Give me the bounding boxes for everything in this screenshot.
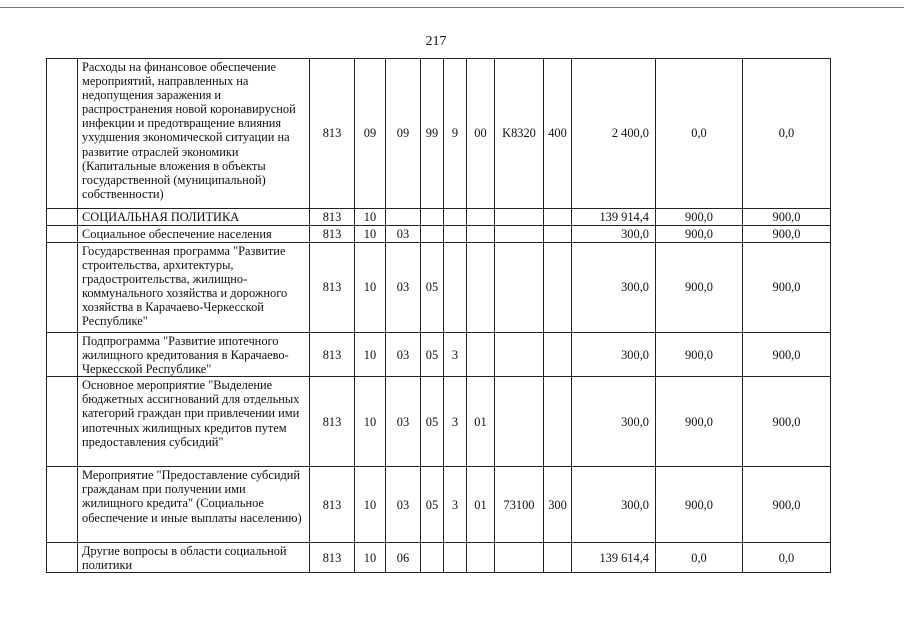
- event-code: 01: [467, 467, 495, 543]
- budget-table: [46, 58, 831, 573]
- amount-year-3: 900,0: [743, 226, 831, 243]
- subprogram-code: [444, 243, 467, 333]
- ministry-code: 813: [310, 243, 355, 333]
- direction-code: [495, 333, 544, 377]
- event-code: 00: [467, 59, 495, 209]
- row-name: Подпрограмма "Развитие ипотечного жилищного кредитования в Карачаево-Черкесской Республике": [78, 333, 310, 377]
- expense-type-code: 300: [544, 467, 572, 543]
- table-row: [47, 333, 831, 377]
- amount-year-2: 0,0: [656, 59, 743, 209]
- expense-type-code: [544, 543, 572, 573]
- amount-year-1: 300,0: [572, 467, 656, 543]
- amount-year-3: 0,0: [743, 59, 831, 209]
- amount-year-1: 300,0: [572, 226, 656, 243]
- subsection-code: [386, 209, 421, 226]
- amount-year-2: 900,0: [656, 377, 743, 467]
- expense-type-code: [544, 377, 572, 467]
- subprogram-code: [444, 543, 467, 573]
- subprogram-code: [444, 209, 467, 226]
- program-code: [421, 209, 444, 226]
- section-code: 10: [355, 543, 386, 573]
- row-number-cell: [47, 209, 78, 226]
- amount-year-1: 2 400,0: [572, 59, 656, 209]
- event-code: [467, 543, 495, 573]
- row-name: Мероприятие "Предоставление субсидий гражданам при получении ими жилищного кредита" (Социальное обеспечение и иные выплаты населению): [78, 467, 310, 543]
- subprogram-code: 3: [444, 467, 467, 543]
- direction-code: [495, 377, 544, 467]
- expense-type-code: 400: [544, 59, 572, 209]
- ministry-code: 813: [310, 377, 355, 467]
- program-code: 05: [421, 377, 444, 467]
- subsection-code: 06: [386, 543, 421, 573]
- amount-year-1: 139 914,4: [572, 209, 656, 226]
- subsection-code: 03: [386, 333, 421, 377]
- table-row: [47, 209, 831, 226]
- subsection-code: 03: [386, 377, 421, 467]
- expense-type-code: [544, 209, 572, 226]
- section-code: 09: [355, 59, 386, 209]
- direction-code: [495, 209, 544, 226]
- ministry-code: 813: [310, 543, 355, 573]
- page-number: 217: [425, 34, 447, 49]
- ministry-code: 813: [310, 333, 355, 377]
- row-number-cell: [47, 59, 78, 209]
- amount-year-3: 900,0: [743, 467, 831, 543]
- amount-year-3: 900,0: [743, 333, 831, 377]
- row-number-cell: [47, 226, 78, 243]
- row-number-cell: [47, 243, 78, 333]
- amount-year-3: 900,0: [743, 209, 831, 226]
- top-scan-edge: [0, 7, 904, 8]
- subprogram-code: [444, 226, 467, 243]
- ministry-code: 813: [310, 59, 355, 209]
- subsection-code: 03: [386, 467, 421, 543]
- event-code: [467, 226, 495, 243]
- table-row: [47, 467, 831, 543]
- subsection-code: 03: [386, 226, 421, 243]
- event-code: [467, 209, 495, 226]
- row-name: СОЦИАЛЬНАЯ ПОЛИТИКА: [78, 209, 310, 226]
- program-code: [421, 226, 444, 243]
- section-code: 10: [355, 333, 386, 377]
- subsection-code: 09: [386, 59, 421, 209]
- event-code: [467, 243, 495, 333]
- row-name: Социальное обеспечение населения: [78, 226, 310, 243]
- subprogram-code: 9: [444, 59, 467, 209]
- expense-type-code: [544, 226, 572, 243]
- direction-code: 73100: [495, 467, 544, 543]
- amount-year-2: 900,0: [656, 226, 743, 243]
- amount-year-1: 139 614,4: [572, 543, 656, 573]
- row-number-cell: [47, 333, 78, 377]
- direction-code: K8320: [495, 59, 544, 209]
- ministry-code: 813: [310, 209, 355, 226]
- subprogram-code: 3: [444, 377, 467, 467]
- amount-year-1: 300,0: [572, 243, 656, 333]
- subsection-code: 03: [386, 243, 421, 333]
- row-name: Расходы на финансовое обеспечение мероприятий, направленных на недопущения заражения и распространения новой коронавирусной инфекции и предотвращение влияния ухудшения экономической ситуации на развитие отраслей экономики (Капитальные вложения в объекты государственной (муниципальной) собственности): [78, 59, 310, 209]
- amount-year-2: 900,0: [656, 467, 743, 543]
- subprogram-code: 3: [444, 333, 467, 377]
- ministry-code: 813: [310, 467, 355, 543]
- ministry-code: 813: [310, 226, 355, 243]
- row-name: Государственная программа "Развитие строительства, архитектуры, градостроительства, жилищно-коммунального хозяйства и дорожного хозяйства в Карачаево-Черкесской Республике": [78, 243, 310, 333]
- table-row: [47, 226, 831, 243]
- program-code: 05: [421, 333, 444, 377]
- amount-year-3: 900,0: [743, 377, 831, 467]
- event-code: [467, 333, 495, 377]
- amount-year-3: 0,0: [743, 543, 831, 573]
- table-row: [47, 59, 831, 209]
- table-row: [47, 243, 831, 333]
- direction-code: [495, 243, 544, 333]
- program-code: 05: [421, 243, 444, 333]
- section-code: 10: [355, 243, 386, 333]
- expense-type-code: [544, 243, 572, 333]
- amount-year-2: 900,0: [656, 209, 743, 226]
- program-code: 99: [421, 59, 444, 209]
- row-name: Другие вопросы в области социальной политики: [78, 543, 310, 573]
- row-number-cell: [47, 543, 78, 573]
- section-code: 10: [355, 467, 386, 543]
- direction-code: [495, 226, 544, 243]
- direction-code: [495, 543, 544, 573]
- section-code: 10: [355, 377, 386, 467]
- amount-year-1: 300,0: [572, 377, 656, 467]
- amount-year-3: 900,0: [743, 243, 831, 333]
- program-code: [421, 543, 444, 573]
- amount-year-2: 900,0: [656, 243, 743, 333]
- amount-year-2: 900,0: [656, 333, 743, 377]
- table-row: [47, 543, 831, 573]
- row-number-cell: [47, 467, 78, 543]
- amount-year-2: 0,0: [656, 543, 743, 573]
- program-code: 05: [421, 467, 444, 543]
- expense-type-code: [544, 333, 572, 377]
- event-code: 01: [467, 377, 495, 467]
- row-name: Основное мероприятие "Выделение бюджетных ассигнований для отдельных категорий граждан при привлечении ими ипотечных жилищных кредитов путем предоставления субсидий": [78, 377, 310, 467]
- table-row: [47, 377, 831, 467]
- amount-year-1: 300,0: [572, 333, 656, 377]
- row-number-cell: [47, 377, 78, 467]
- section-code: 10: [355, 226, 386, 243]
- section-code: 10: [355, 209, 386, 226]
